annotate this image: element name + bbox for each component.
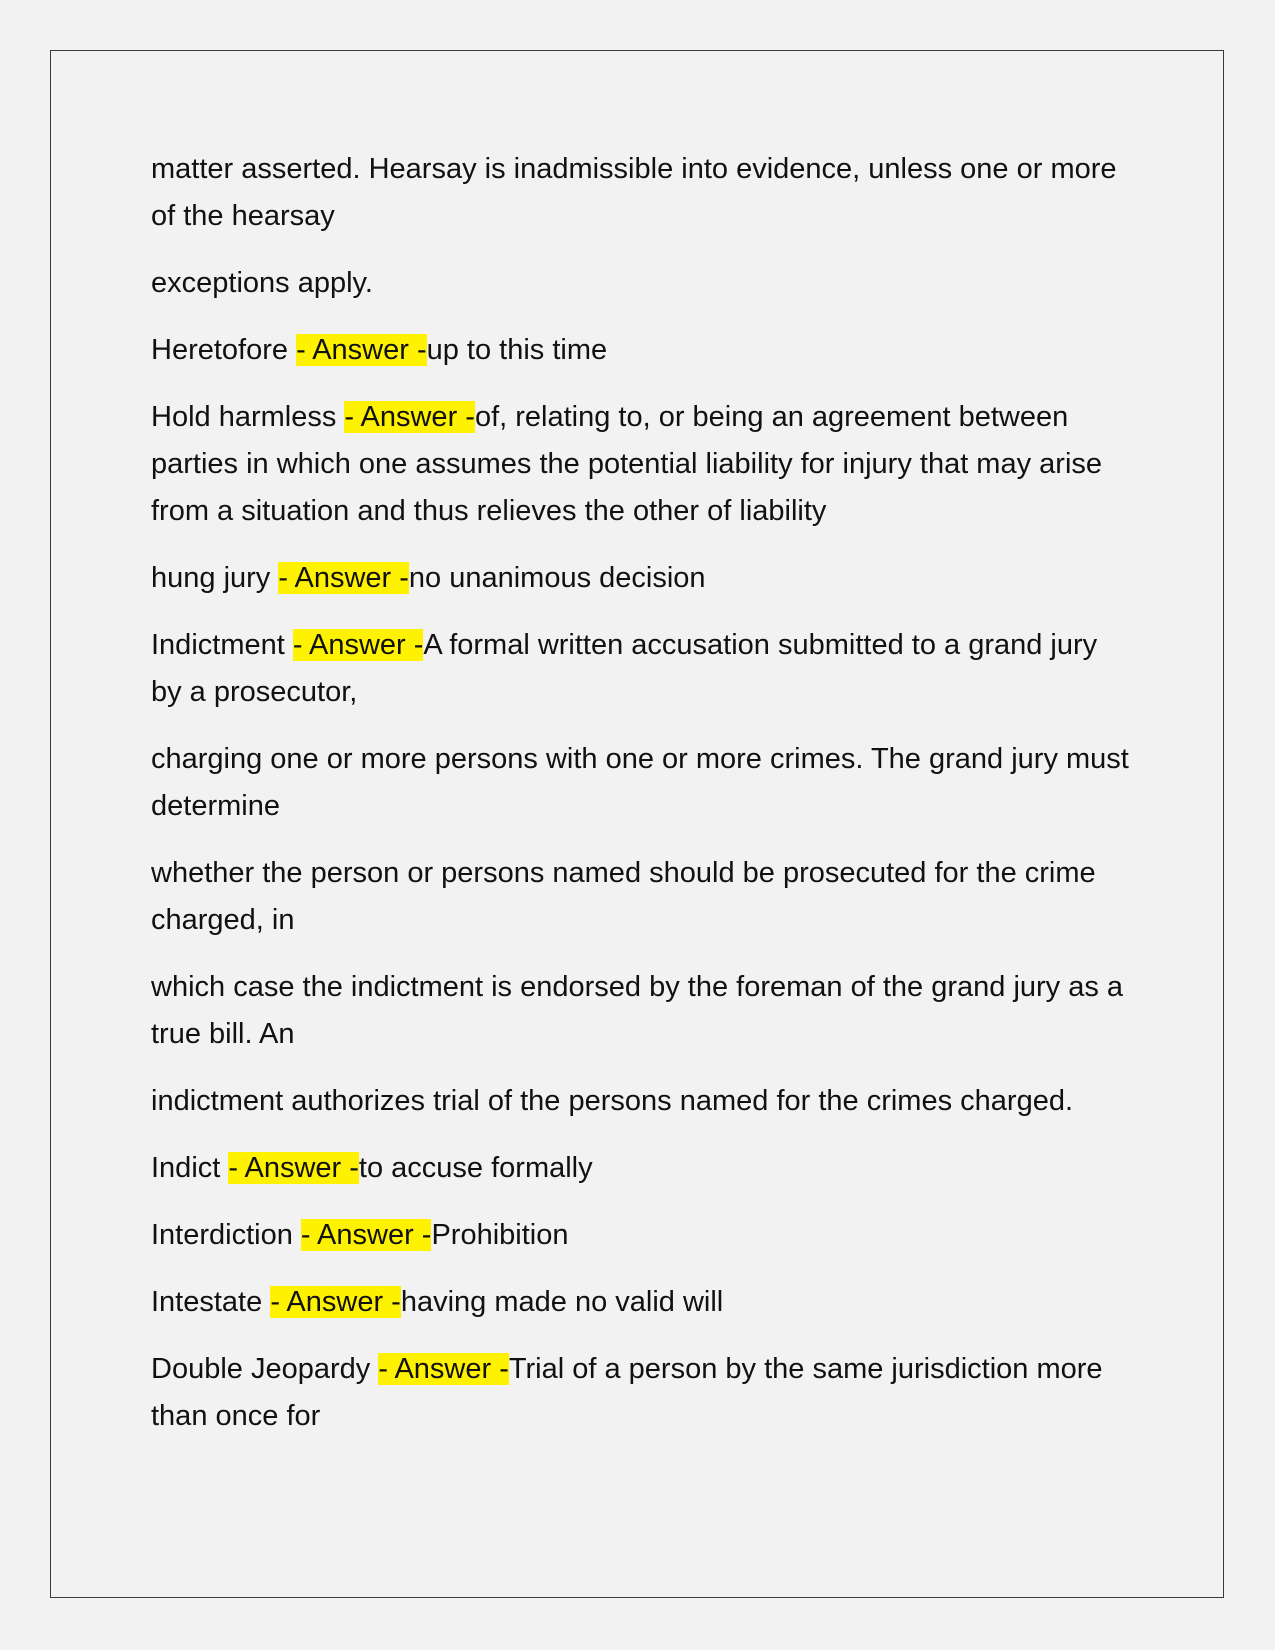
paragraph-text: charging one or more persons with one or more crimes. The grand jury must determine	[151, 743, 1129, 822]
glossary-entry	[151, 622, 1131, 716]
entry-term: hung jury	[151, 562, 271, 594]
paragraph	[151, 964, 1131, 1058]
paragraph	[151, 1078, 1131, 1125]
entry-definition: A formal written accusation submitted to a grand jury by a prosecutor,	[151, 629, 1098, 708]
entry-definition: Trial of a person by the same jurisdiction more than once for	[151, 1353, 1103, 1432]
entry-term: Interdiction	[151, 1219, 293, 1251]
paragraph-text: matter asserted. Hearsay is inadmissible into evidence, unless one or more of the hearsay	[151, 153, 1117, 232]
document-body	[151, 146, 1131, 1460]
entry-definition: no unanimous decision	[408, 562, 706, 594]
answer-highlight: - Answer -	[300, 1219, 432, 1251]
paragraph	[151, 260, 1131, 307]
answer-highlight: - Answer -	[228, 1152, 359, 1184]
glossary-entry	[151, 1145, 1131, 1192]
answer-highlight: - Answer -	[270, 1286, 401, 1318]
answer-highlight: - Answer -	[278, 562, 409, 594]
answer-highlight: - Answer -	[292, 629, 424, 661]
paragraph-text: exceptions apply.	[151, 267, 373, 299]
entry-term: Hold harmless	[151, 401, 337, 433]
glossary-entry	[151, 1279, 1131, 1326]
answer-highlight: - Answer -	[378, 1353, 509, 1385]
glossary-entry	[151, 327, 1131, 374]
glossary-entry	[151, 394, 1131, 535]
glossary-entry	[151, 1212, 1131, 1259]
entry-term: Double Jeopardy	[151, 1353, 371, 1385]
paragraph-text: whether the person or persons named should be prosecuted for the crime charged, in	[151, 857, 1096, 936]
glossary-entry	[151, 1346, 1131, 1440]
glossary-entry	[151, 555, 1131, 602]
paragraph-text: which case the indictment is endorsed by the foreman of the grand jury as a true bill. An	[151, 971, 1124, 1050]
entry-definition: of, relating to, or being an agreement between parties in which one assumes the potential liability for injury that may arise from a situation and thus relieves the other of liability	[151, 401, 1103, 527]
answer-highlight: - Answer -	[296, 334, 427, 366]
entry-term: Indict	[151, 1152, 221, 1184]
entry-definition: to accuse formally	[358, 1152, 593, 1184]
entry-term: Intestate	[151, 1286, 263, 1318]
paragraph	[151, 850, 1131, 944]
paragraph	[151, 146, 1131, 240]
answer-highlight: - Answer -	[344, 401, 475, 433]
paragraph	[151, 736, 1131, 830]
entry-definition: having made no valid will	[400, 1286, 724, 1318]
entry-term: Indictment	[151, 629, 285, 661]
entry-term: Heretofore	[151, 334, 289, 366]
entry-definition: up to this time	[426, 334, 608, 366]
entry-definition: Prohibition	[431, 1219, 569, 1251]
paragraph-text: indictment authorizes trial of the persons named for the crimes charged.	[151, 1085, 1074, 1117]
